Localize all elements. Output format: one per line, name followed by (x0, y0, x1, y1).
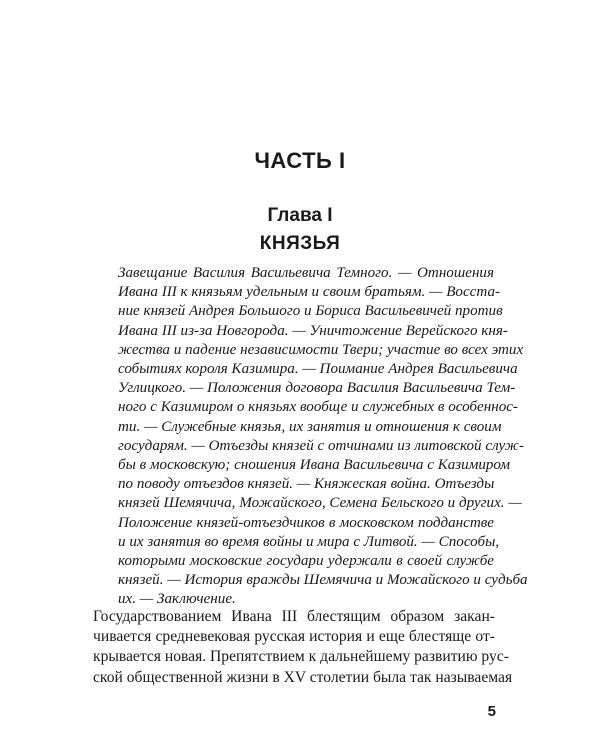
body-line: чивается средневековая русская история и еще блестяще от- (93, 628, 495, 646)
body-line: Государствованием Ивана III блестящим образом закан- (93, 608, 495, 625)
summary-line: Ивана III из-за Новгорода. — Уничтожение Верейского кня- (118, 322, 508, 339)
part-title: ЧАСТЬ I (254, 148, 346, 173)
summary-line: ти. — Служебные князья, их занятия и отношения к своим (118, 418, 502, 435)
summary-line: Ивана III к князьям удельным и своим братьям. — Восста- (118, 284, 501, 301)
body-line: ской общественной жизни в XV столетии была так называемая (93, 668, 513, 686)
summary-line: Углицкого. — Положения договора Василия Васильевича Тем- (118, 380, 516, 397)
chapter-title: КНЯЗЬЯ (259, 233, 341, 254)
summary-line: жества и падение независимости Твери; участие во всех этих (118, 341, 524, 358)
summary-line: Завещание Василия Васильевича Темного. — Отношения (118, 265, 494, 281)
summary-line: бы в московскую; сношения Ивана Васильевича с Казимиром (118, 457, 511, 474)
body-paragraph (93, 607, 513, 688)
summary-line: по поводу отъездов князей. — Княжеская война. Отъезды (118, 476, 495, 493)
summary-line: государям. — Отъезды князей с отчинами из литовской служ- (118, 437, 524, 454)
body-line: крывается новая. Препятствием к дальнейшему развитию рус- (93, 648, 509, 666)
summary-line: ние князей Андрея Большого и Бориса Васильевичей против (118, 303, 503, 320)
summary-line: ного с Казимиром о князьях вообще и служебных в особеннос- (118, 399, 518, 416)
summary-line: Положение князей-отъездчиков в московском подданстве (118, 514, 494, 531)
page-number: 5 (487, 703, 496, 720)
summary-line: которыми московские государи удержали в своей службе (118, 553, 494, 570)
chapter-summary (118, 264, 528, 610)
summary-line: событиях короля Казимира. — Поимание Андрея Васильевича (118, 361, 518, 378)
summary-line: их. — Заключение. (118, 591, 236, 608)
summary-line: князей. — История вражды Шемячича и Можайского и судьба (118, 572, 528, 589)
summary-line: и их занятия во время войны и мира с Литвой. — Способы, (118, 533, 500, 550)
summary-line: князей Шемячича, Можайского, Семена Бельского и других. — (118, 495, 522, 512)
chapter-number: Глава I (267, 205, 333, 226)
